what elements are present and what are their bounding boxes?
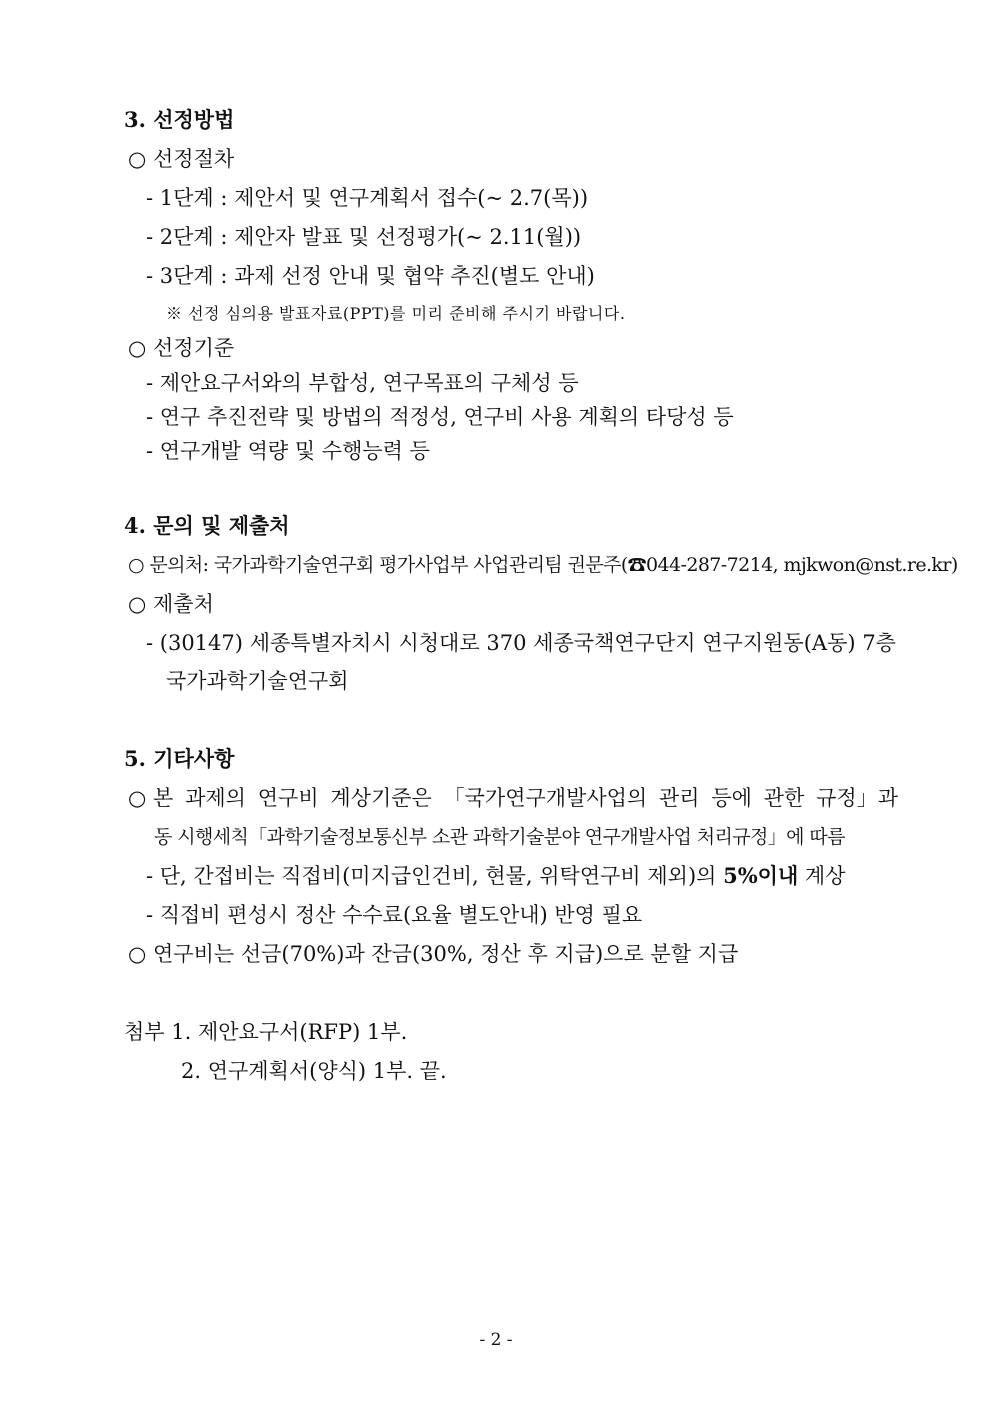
contact-info: ○ 문의처: 국가과학기술연구회 평가사업부 사업관리팀 권문주(☎044-287-7214, mjkwon@nst.re.kr) [128,554,958,576]
budget-part: 과제의 [185,786,246,810]
budget-part: 관리 [659,786,700,810]
page-number: - 2 - [479,1330,513,1350]
procedure-note: ※ 선정 심의용 발표자료(PPT)를 미리 준비해 주시기 바랍니다. [166,304,626,323]
section-3-heading: 3. 선정방법 [124,107,235,132]
budget-part: 「국가연구개발사업의 [443,786,648,810]
procedure-step-3: - 3단계 : 과제 선정 안내 및 협약 추진(별도 안내) [146,264,595,288]
address-part: - (30147) [146,631,243,655]
criteria-item-2: - 연구 추진전략 및 방법의 적정성, 연구비 사용 계획의 타당성 등 [146,405,734,429]
address-part: 7층 [862,631,896,655]
budget-part: 등에 [711,786,752,810]
address-part: 세종국책연구단지 [533,631,696,655]
address-part: 연구지원동(A동) [702,631,856,655]
payment-split: ○ 연구비는 선금(70%)과 잔금(30%, 정산 후 지급)으로 분할 지급 [128,942,739,966]
budget-part: 계상기준은 [330,786,432,810]
budget-standard [128,785,898,811]
budget-part: 연구비 [257,786,319,810]
procedure-step-1: - 1단계 : 제안서 및 연구계획서 접수(~ 2.7(목)) [146,186,589,210]
indirect-cost-limit: 5%이내 [723,863,799,888]
address-part: 시청대로 [398,631,480,655]
criteria-item-1: - 제안요구서와의 부합성, 연구목표의 구체성 등 [146,371,579,395]
budget-standard-cont: 동 시행세칙「과학기술정보통신부 소관 과학기술분야 연구개발사업 처리규정」에 따름 [154,826,845,848]
procedure-title: ○ 선정절차 [128,147,235,171]
submit-address-cont: 국가과학기술연구회 [166,669,349,693]
attachment-1: 첨부 1. 제안요구서(RFP) 1부. [124,1020,408,1044]
indirect-cost [146,863,846,889]
indirect-cost-pre: - 단, 간접비는 직접비(미지급인건비, 현물, 위탁연구비 제외)의 [146,864,724,888]
section-4-heading: 4. 문의 및 제출처 [124,513,290,538]
section-5-heading: 5. 기타사항 [124,746,235,771]
indirect-cost-post: 계상 [798,864,846,888]
budget-part: 규정」과 [816,786,898,810]
criteria-item-3: - 연구개발 역량 및 수행능력 등 [146,439,430,463]
attachment-2: 2. 연구계획서(양식) 1부. 끝. [181,1059,447,1083]
settlement-fee: - 직접비 편성시 정산 수수료(요율 별도안내) 반영 필요 [146,903,643,927]
address-part: 370 [486,631,527,655]
procedure-step-2: - 2단계 : 제안자 발표 및 선정평가(~ 2.11(월)) [146,225,582,249]
submit-title: ○ 제출처 [128,592,214,616]
submit-address [146,630,896,656]
criteria-title: ○ 선정기준 [128,336,235,360]
address-part: 세종특별자치시 [249,631,392,655]
budget-part: 관한 [763,786,805,810]
budget-part: ○ 본 [128,786,174,810]
